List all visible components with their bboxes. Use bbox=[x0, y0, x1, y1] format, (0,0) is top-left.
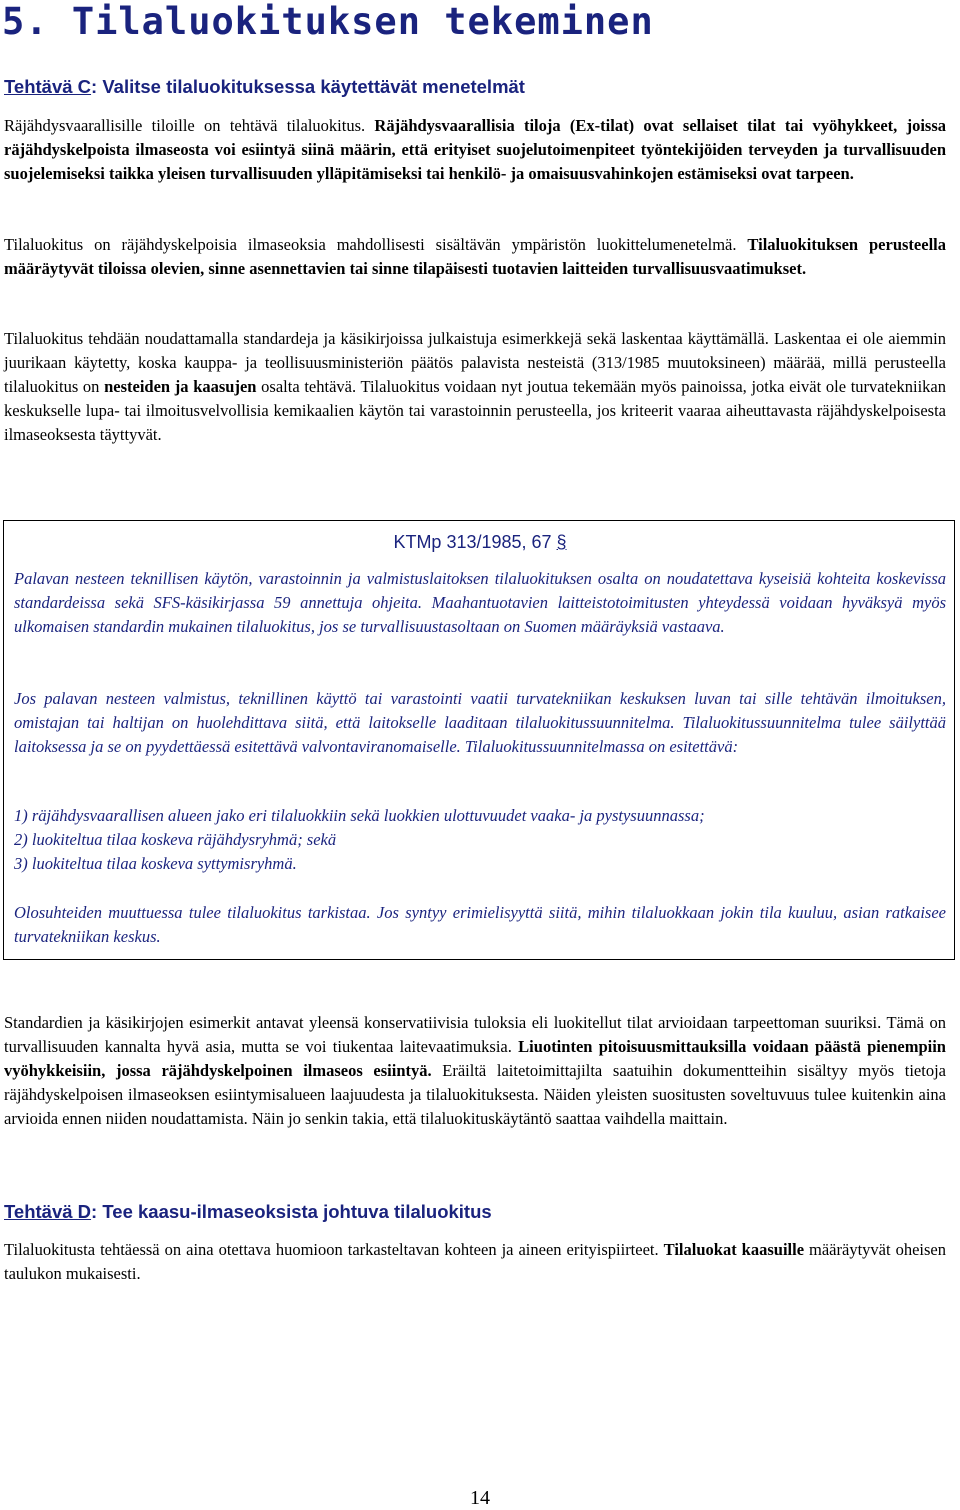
task-c-label: Tehtävä C bbox=[4, 76, 92, 97]
paragraph-1-normal: Räjähdysvaarallisille tiloille on tehtävä tilaluokitus. bbox=[4, 116, 375, 135]
page-number: 14 bbox=[470, 1487, 490, 1509]
paragraph-3-part1: Tilaluokitus tehdään noudattamalla standardeja ja käsikirjoissa julkaistuja esimerkkejä sekä laskentaa käyttämällä. Laskentaa ei ole aiemmin juurikaan käytetty, koska kauppa- ja teollisuusministeriön päätös palavista nesteistä (313/1985 muutoksineen) määrää, millä perusteella tilaluokitus on bbox=[4, 329, 946, 396]
regulation-paragraph-2: Jos palavan nesteen valmistus, teknillinen käyttö tai varastointi vaatii turvatekniikan keskuksen luvan tai sille tehtävän ilmoituksen, omistajan tai haltijan on huolehdittava siitä, että laitokselle laaditaan tilaluokitussuunnitelma. Tilaluokitussuunnitelma tulee säilyttää laitoksessa ja se on pyydettäessä esitettävä valvontaviranomaiselle. Tilaluokitussuunnitelmassa on esitettävä: bbox=[14, 689, 946, 756]
regulation-list-item-2: 2) luokiteltua tilaa koskeva räjähdysryhmä; sekä bbox=[14, 830, 337, 849]
paragraph-1 bbox=[4, 114, 946, 186]
paragraph-1-bold: Räjähdysvaarallisia tiloja (Ex-tilat) ovat sellaiset tilat tai vyöhykkeet, joissa räjähdyskelpoista ilmaseosta voi esiintyä siinä määrin, että erityiset suojelutoimenpiteet työntekijöiden terveyden ja turvallisuuden suojelemiseksi taikka yleisen turvallisuuden ylläpitämiseksi tai henkilö- ja omaisuusvahinkojen estämiseksi ovat tarpeen. bbox=[4, 116, 946, 183]
task-d-label: Tehtävä D bbox=[4, 1201, 92, 1222]
task-c-text: : Valitse tilaluokituksessa käytettävät menetelmät bbox=[91, 76, 525, 97]
paragraph-5-normal: Tilaluokitusta tehtäessä on aina otettava huomioon tarkasteltavan kohteen ja aineen erityispiirteet. bbox=[4, 1240, 664, 1259]
section-sign: § bbox=[556, 532, 567, 552]
task-d-heading bbox=[4, 1201, 492, 1223]
task-c-heading bbox=[4, 76, 525, 98]
paragraph-2 bbox=[4, 233, 946, 281]
paragraph-3-bold: nesteiden ja kaasujen bbox=[104, 377, 257, 396]
paragraph-5 bbox=[4, 1238, 946, 1286]
regulation-paragraph-1: Palavan nesteen teknillisen käytön, varastoinnin ja valmistuslaitoksen tilaluokituksen osalta on noudatettava kyseisiä kohteita koskevissa standardeissa sekä SFS-käsikirjassa 59 annettuja ohjeita. Maahantuotavien laitteistotoimitusten yhteydessä voidaan hyväksyä myös ulkomaisen standardin mukainen tilaluokitus, jos se turvallisuustasoltaan on Suomen määräyksiä vastaava. bbox=[14, 569, 946, 636]
task-d-text: : Tee kaasu-ilmaseoksista johtuva tilaluokitus bbox=[91, 1201, 492, 1222]
regulation-title-text: KTMp 313/1985, 67 § bbox=[393, 532, 567, 552]
paragraph-5-normal2: määräytyvät oheisen taulukon mukaisesti. bbox=[4, 1240, 946, 1283]
paragraph-4-part1: Standardien ja käsikirjojen esimerkit antavat yleensä konservatiivisia tuloksia eli luokitellut tilat arvioidaan tarpeettoman suuriksi. Tämä on turvallisuuden kannalta hyvä asia, mutta se voi tiukentaa laitevaatimuksia. bbox=[4, 1013, 946, 1056]
paragraph-2-normal: Tilaluokitus on räjähdyskelpoisia ilmaseoksia mahdollisesti sisältävän ympäristön luokittelumenetelmä. bbox=[4, 235, 748, 254]
regulation-list-item-3: 3) luokiteltua tilaa koskeva syttymisryhmä. bbox=[14, 854, 297, 873]
regulation-box-title bbox=[0, 532, 960, 553]
paragraph-3-part2: osalta tehtävä. Tilaluokitus voidaan nyt joutua tekemään myös painoissa, jotka eivät ole turvatekniikan keskukselle lupa- tai ilmoitusvelvollisia kemikaalien käytön tai varastoinnin perusteella, jos kriteerit vaaraa aiheuttavasta räjähdyskelpoisesta ilmaseoksesta täyttyvät. bbox=[4, 377, 946, 444]
paragraph-4-part2: Eräiltä laitetoimittajilta saatuihin dokumentteihin sisältyy myös tietoja räjähdyskelpoisen ilmaseoksen esiintymisalueen laajuudesta ja tilaluokituksesta. Näiden yleisten suositusten soveltuvuus tulee kuitenkin aina arvioida ennen niiden noudattamista. Näin jo senkin takia, että tilaluokituskäytäntö saattaa vaihdella maittain. bbox=[4, 1061, 946, 1128]
section-heading: 5. Tilaluokituksen tekeminen bbox=[2, 0, 654, 43]
paragraph-4 bbox=[4, 1011, 946, 1131]
regulation-paragraph-3: Olosuhteiden muuttuessa tulee tilaluokitus tarkistaa. Jos syntyy erimielisyyttä siitä, mihin tilaluokkaan jokin tila kuuluu, asian ratkaisee turvatekniikan keskus. bbox=[14, 903, 946, 946]
regulation-list-item-1: 1) räjähdysvaarallisen alueen jako eri tilaluokkiin sekä luokkien ulottuvuudet vaaka- ja pystysuunnassa; bbox=[14, 806, 705, 825]
paragraph-2-bold: Tilaluokituksen perusteella määräytyvät tiloissa olevien, sinne asennettavien tai sinne tilapäisesti tuotavien laitteiden turvallisuusvaatimukset. bbox=[4, 235, 946, 278]
paragraph-4-bold: Liuotinten pitoisuusmittauksilla voidaan päästä pienempiin vyöhykkeisiin, jossa räjähdyskelpoinen ilmaseos esiintyä. bbox=[4, 1037, 946, 1080]
paragraph-3 bbox=[4, 327, 946, 447]
paragraph-5-bold: Tilaluokat kaasuille bbox=[663, 1240, 805, 1259]
